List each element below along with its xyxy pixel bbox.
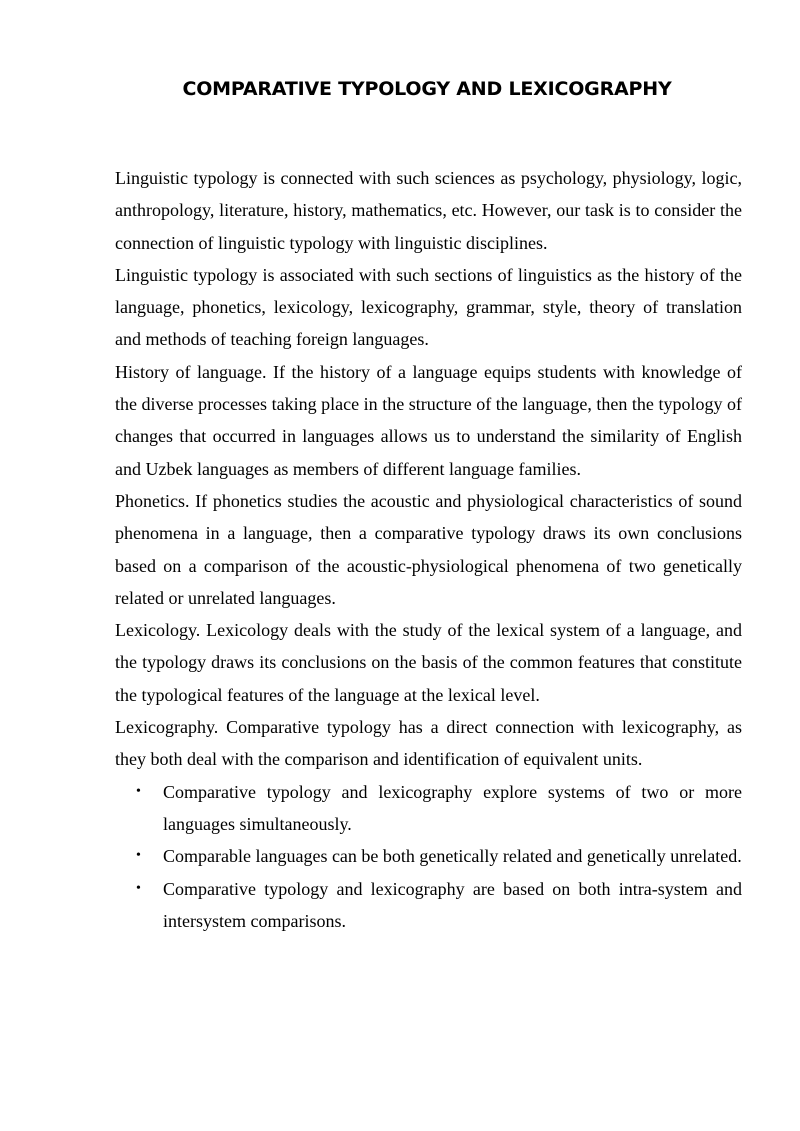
paragraph-phonetics: Phonetics. If phonetics studies the acoustic and physiological characteristics of sound phenomena in a language, then a comparative typology draws its own conclusions based on a comparison of the acoustic-physiological phenomena of two genetically related or unrelated languages. [115, 490, 742, 608]
paragraph-lexicography: Lexicography. Comparative typology has a direct connection with lexicography, as they both deal with the comparison and identification of equivalent units. [115, 717, 742, 770]
list-item-text: Comparable languages can be both genetically related and genetically unrelated. [163, 846, 742, 867]
paragraph-lexicology: Lexicology. Lexicology deals with the study of the lexical system of a language, and the typology draws its conclusions on the basis of the common features that constitute the typological features of the language at the lexical level. [115, 620, 742, 705]
bullet-list [115, 776, 742, 937]
list-item-text: Comparative typology and lexicography explore systems of two or more languages simultaneously. [163, 781, 742, 834]
list-item-text: Comparative typology and lexicography are based on both intra-system and intersystem comparisons. [163, 878, 742, 931]
list-item [136, 840, 742, 872]
paragraph-typology-sections: Linguistic typology is associated with such sections of linguistics as the history of the language, phonetics, lexicology, lexicography, grammar, style, theory of translation and methods of teaching foreign languages. [115, 264, 742, 350]
bullet-icon: • [136, 783, 141, 799]
paragraph-history-of-language: History of language. If the history of a language equips students with knowledge of the diverse processes taking place in the structure of the language, then the typology of changes that occurred in languages allows us to understand the similarity of English and Uzbek languages as members of different language families. [115, 361, 742, 479]
paragraph-typology-sciences: Linguistic typology is connected with such sciences as psychology, physiology, logic, anthropology, literature, history, mathematics, etc. However, our task is to consider the connection of linguistic typology with linguistic disciplines. [115, 168, 742, 253]
bullet-icon: • [136, 880, 141, 896]
bullet-icon: • [136, 848, 141, 864]
document-body [115, 162, 742, 937]
list-item [136, 873, 742, 938]
list-item [136, 776, 742, 841]
document-title: COMPARATIVE TYPOLOGY AND LEXICOGRAPHY [182, 78, 672, 100]
